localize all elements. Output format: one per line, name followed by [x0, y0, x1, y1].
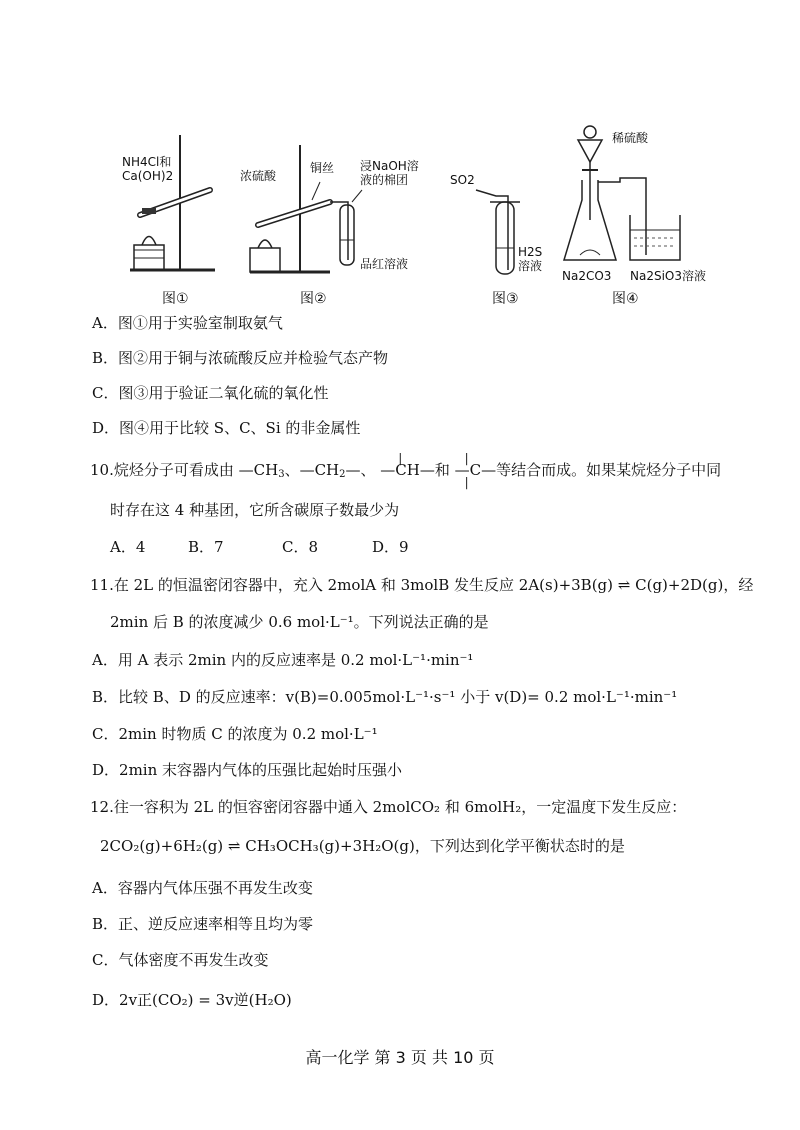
fig1-apparatus-drawing: [120, 120, 240, 285]
q12-option-c: C．气体密度不再发生改变: [92, 951, 269, 969]
figure-3: [448, 120, 558, 310]
q12-number: 12.: [90, 798, 114, 816]
fig3-caption: 图③: [492, 291, 519, 307]
q12-stem-line-2: [100, 836, 625, 856]
q11-option-c: C．2min 时物质 C 的浓度为 0.2 mol·L⁻¹: [92, 725, 378, 743]
figure-4: [560, 120, 720, 310]
fig2-label-naoh-2: 液的棉团: [360, 173, 409, 187]
quaternary-carbon-structure: | —C— |: [454, 451, 497, 489]
q12-text-1: 往一容积为 2L 的恒容密闭容器中通入 2molCO₂ 和 6molH₂，一定温度下发生反应：: [113, 798, 687, 816]
q11-stem-line-1: [90, 575, 753, 595]
q10-number: 10.: [90, 461, 114, 479]
figure-2: [240, 120, 419, 310]
q9-option-d: D．图④用于比较 S、C、Si 的非金属性: [92, 419, 361, 437]
fig4-label-na2co3: Na2CO3: [562, 269, 612, 283]
q10-option-c: C．8: [282, 538, 319, 556]
fig3-label-h2s-1: H2S: [518, 245, 543, 259]
fig4-label-dilute-acid: 稀硫酸: [612, 131, 649, 145]
q12-option-b: B．正、逆反应速率相等且均为零: [92, 915, 314, 933]
fig2-label-acid: 浓硫酸: [240, 169, 277, 183]
fig2-label-copper: 铜丝: [310, 161, 335, 175]
fig2-label-magenta: 品红溶液: [360, 257, 409, 271]
fig1-label-reagent-2: Ca(OH)2: [122, 169, 174, 183]
q10-text-c: —、: [345, 461, 376, 479]
q10-text-d: 等结合而成。如果某烷烃分子中同: [496, 461, 722, 479]
fig3-label-so2: SO2: [450, 173, 475, 187]
q11-option-a: A．用 A 表示 2min 内的反应速率是 0.2 mol·L⁻¹·min⁻¹: [92, 651, 474, 669]
q11-option-d: D．2min 末容器内气体的压强比起始时压强小: [92, 761, 403, 779]
fig1-label-reagent-1: NH4Cl和: [122, 155, 172, 169]
fig2-caption: 图②: [300, 291, 327, 307]
q11-text-1: 在 2L 的恒温密闭容器中，充入 2molA 和 3molB 发生反应 2A(s)+3B(g) ⇌ C(g)+2D(g)，经: [113, 576, 754, 594]
q9-option-c: C．图③用于验证二氧化硫的氧化性: [92, 384, 329, 402]
figure-1: [120, 120, 240, 310]
q11-number: 11.: [90, 576, 114, 594]
fig4-caption: 图④: [612, 291, 639, 307]
q12-equation: 2CO₂(g)+6H₂(g) ⇌ CH₃OCH₃(g)+3H₂O(g): [100, 837, 415, 855]
q10-stem-line-2: 时存在这 4 种基团，它所含碳原子数最少为: [110, 501, 400, 519]
q12-option-a: A．容器内气体压强不再发生改变: [92, 879, 313, 897]
fig2-label-naoh-1: 浸NaOH溶: [360, 159, 419, 173]
ch-group-label: —CH—: [380, 461, 435, 479]
fig3-label-h2s-2: 溶液: [518, 259, 543, 273]
q12-stem-line-1: [90, 797, 686, 817]
q10-stem-line-1: 10.烷烃分子可看成由 $—CH_3$、$—CH_2—$、 | —CH—和 | —C— | 等结合而成。如果某烷烃分子中同: [90, 451, 722, 489]
q10-and: 和: [434, 461, 450, 479]
q11-option-b: B．比较 B、D 的反应速率：v(B)=0.005mol·L⁻¹·s⁻¹ 小于 v(D)= 0.2 mol·L⁻¹·min⁻¹: [92, 688, 678, 706]
fig1-caption: 图①: [162, 291, 189, 307]
q12-option-d: D．2v正(CO₂) = 3v逆(H₂O): [92, 991, 292, 1009]
q10-text-b: 、—CH: [284, 461, 340, 479]
apparatus-figures: [120, 120, 720, 310]
fig4-label-na2sio3: Na2SiO3溶液: [630, 269, 706, 283]
ch-group-structure: | —CH—: [380, 451, 435, 479]
q9-option-a: A．图①用于实验室制取氨气: [92, 314, 283, 332]
q9-option-b: B．图②用于铜与浓硫酸反应并检验气态产物: [92, 349, 389, 367]
page-footer: 高一化学 第 3 页 共 10 页: [305, 1048, 495, 1067]
q10-option-b: B．7: [188, 538, 224, 556]
q10-text-a: 烷烃分子可看成由 —CH: [113, 461, 279, 479]
q12-text-2: ，下列达到化学平衡状态时的是: [414, 837, 625, 855]
q10-option-a: A．4: [110, 538, 146, 556]
q11-stem-line-2: 2min 后 B 的浓度减少 0.6 mol·L⁻¹。下列说法正确的是: [110, 613, 489, 631]
q10-option-d: D．9: [372, 538, 409, 556]
